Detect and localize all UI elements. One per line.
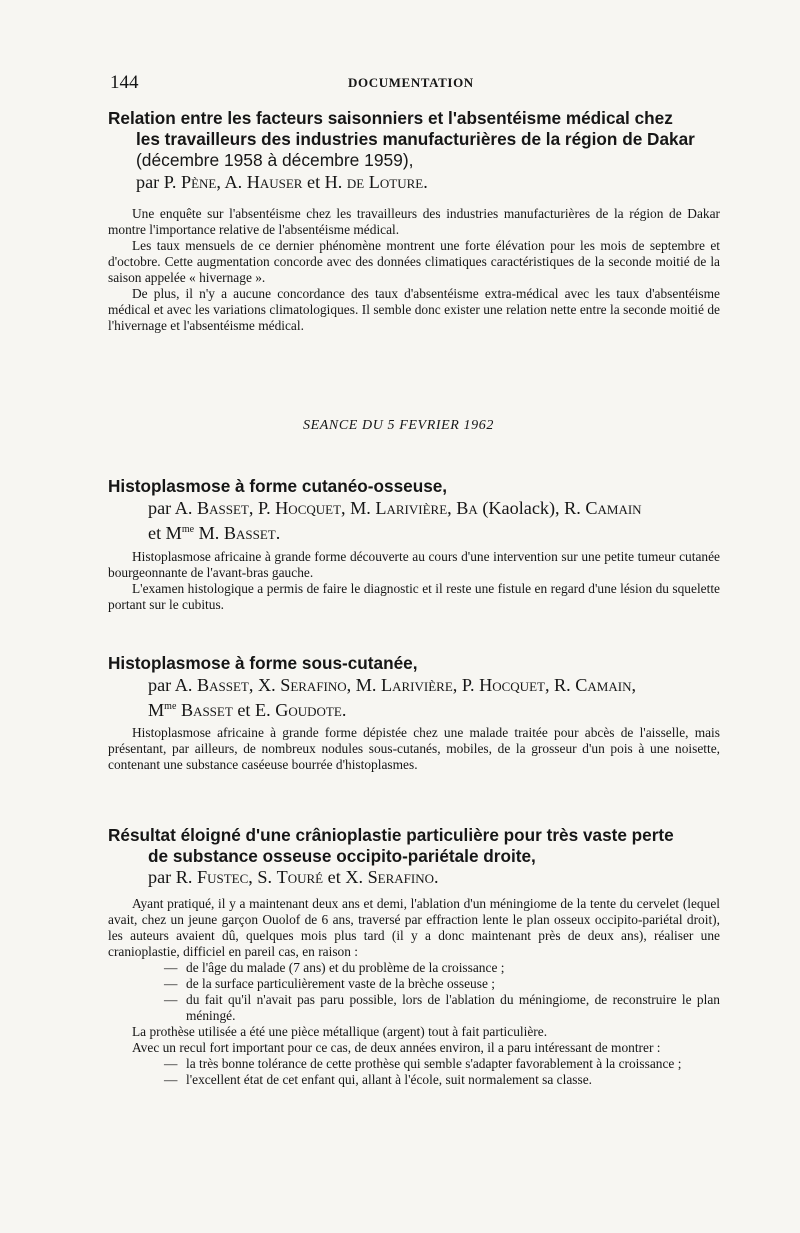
author-sep: , [631,675,637,695]
page-number: 144 [110,72,139,93]
author-mme-basset: Basset [180,700,233,721]
author-lariviere: Larivière [375,498,448,518]
article4-title-line2: de substance osseuse occipito-pariétale droite, [148,846,536,866]
author-toure: Touré [276,867,324,887]
article3-authors-line2 [148,696,346,721]
article1-paragraph: De plus, il n'y a aucune concordance des taux d'absentéisme extra-médical avec les taux d'absentéisme médical et avec les variations climatologiques. Il semble donc exister une relation nette entre la seconde moitié de l'hivernage et l'absentéisme médical. [108,286,720,333]
author-camain: Camain [585,498,642,518]
author-end: . [423,172,428,192]
article1-authors [136,172,428,193]
author-end: . [341,700,347,721]
author-goudote: Goudote [275,700,342,721]
list-dash: — [164,1072,178,1087]
article2-title: Histoplasmose à forme cutanéo-osseuse, [108,476,448,496]
list-dash: — [164,992,178,1007]
author-mme-basset: Basset [223,523,276,544]
article3-paragraph: Histoplasmose africaine à grande forme dépistée chez une malade traitée pour abcès de l'aisselle, mais présentant, par ailleurs, de nombreux nodules sous-cutanés, mobiles, de la grosseur d'un pois à une noisette, contenant une substance caséeuse bourrée d'histoplasmes. [108,725,720,772]
list-item [108,976,720,992]
authors-mid: M. [194,523,220,544]
list-item-text: du fait qu'il n'avait pas paru possible, lors de l'ablation du méningiome, de reconstruire le plan méningé. [186,992,720,1023]
author-lariviere: Larivière [381,675,453,695]
article3-title: Histoplasmose à forme sous-cutanée, [108,653,418,673]
author-basset: Basset [197,675,249,695]
author-hocquet: Hocquet [479,675,545,695]
article4-abstract [108,896,720,1088]
author-basset: Basset [197,498,249,518]
author-ba: Ba [456,498,478,518]
authors-sup: me [181,524,195,535]
list-dash: — [164,1056,178,1071]
authors-par: par R. [148,867,193,887]
author-ba-location: (Kaolack), R. [477,498,581,518]
article2-abstract [108,549,720,613]
author-sep: , [447,498,457,518]
list-item-text: l'excellent état de cet enfant qui, allant à l'école, suit normalement sa classe. [186,1072,593,1087]
article2-authors-line1 [148,498,642,519]
author-sep: et X. [323,867,364,887]
authors-par: par P. [136,172,177,192]
author-hauser: Hauser [246,172,303,192]
article4-paragraph: Ayant pratiqué, il y a maintenant deux ans et demi, l'ablation d'un méningiome de la tente du cervelet (lequel avait, chez un jeune garçon Ouolof de 6 ans, traversé par effraction lente le plan osseux occipito-pariétal droit), les auteurs avaient dû, quelques mois plus tard (il y a donc maintenant près de deux ans), réaliser une cranioplastie, difficiel en pareil cas, en raison : [108,896,720,959]
running-title: DOCUMENTATION [348,75,474,90]
author-hocquet: Hocquet [275,498,342,518]
list-item [108,1056,720,1072]
author-sep: et E. [232,700,271,721]
article2-authors-line2 [148,519,280,544]
list-item-text: de l'âge du malade (7 ans) et du problème de la croissance ; [186,960,505,975]
article4-paragraph: La prothèse utilisée a été une pièce métallique (argent) tout à fait particulière. [132,1024,548,1039]
list-dash: — [164,960,178,975]
authors-par: par A. [148,675,193,695]
authors-par: par A. [148,498,193,518]
author-serafino: Serafino [280,675,347,695]
author-sep: , P. [452,675,475,695]
author-sep: , M. [346,675,377,695]
article4-authors [148,867,439,888]
article3-authors-line1 [148,675,636,696]
article3-abstract [108,725,720,773]
article4-paragraph: Avec un recul fort important pour ce cas, de deux années environ, il a paru intéressant de montrer : [132,1040,661,1055]
page-header [110,72,720,94]
article1-title-line3: (décembre 1958 à décembre 1959), [136,150,414,170]
author-end: . [434,867,439,887]
author-end: . [275,523,281,544]
list-dash: — [164,976,178,991]
author-sep: , S. [248,867,273,887]
author-camain: Camain [575,675,632,695]
article2-paragraph: L'examen histologique a permis de faire le diagnostic et il reste une fistule en regard d'une lésion du squelette portant sur le cubitus. [108,581,720,612]
list-item [108,960,720,976]
author-pene: Pène [180,172,217,192]
author-sep: , P. [248,498,271,518]
author-sep: , M. [341,498,371,518]
article1-paragraph: Une enquête sur l'absentéisme chez les travailleurs des industries manufacturières de la région de Dakar montre l'importance relative de l'absentéisme médical. [108,206,720,237]
article1-title-line1: Relation entre les facteurs saisonniers et l'absentéisme médical chez [108,108,673,128]
authors-et-m: et M [148,523,182,544]
list-item-text: de la surface particulièrement vaste de la brèche osseuse ; [186,976,495,991]
author-sep: et H. [302,172,343,192]
author-sep: , A. [216,172,243,192]
list-item [108,1072,720,1088]
article1-abstract [108,206,720,334]
author-serafino: Serafino [367,867,435,887]
authors-m: M [148,700,165,721]
article2-paragraph: Histoplasmose africaine à grande forme découverte au cours d'une intervention sur une petite tumeur cutanée bourgeonnante de l'avant-bras gauche. [108,549,720,580]
list-item-text: la très bonne tolérance de cette prothèse qui semble s'adapter favorablement à la croissance ; [186,1056,682,1071]
author-de-loture: de Loture [346,172,424,192]
author-sep: , X. [248,675,276,695]
article4-title-line1: Résultat éloigné d'une crânioplastie particulière pour très vaste perte [108,825,674,845]
author-fustec: Fustec [197,867,249,887]
article1-title-line2: les travailleurs des industries manufacturières de la région de Dakar [136,129,695,149]
author-sep: , R. [544,675,571,695]
authors-sup: me [164,701,177,712]
article1-paragraph: Les taux mensuels de ce dernier phénomène montrent une forte élévation pour les mois de septembre et d'octobre. Cette augmentation concorde avec des données climatiques caractéristiques de la seconde moitié de la saison appelée « hivernage ». [108,238,720,285]
list-item [108,992,720,1024]
seance-heading: SEANCE DU 5 FEVRIER 1962 [303,418,494,433]
